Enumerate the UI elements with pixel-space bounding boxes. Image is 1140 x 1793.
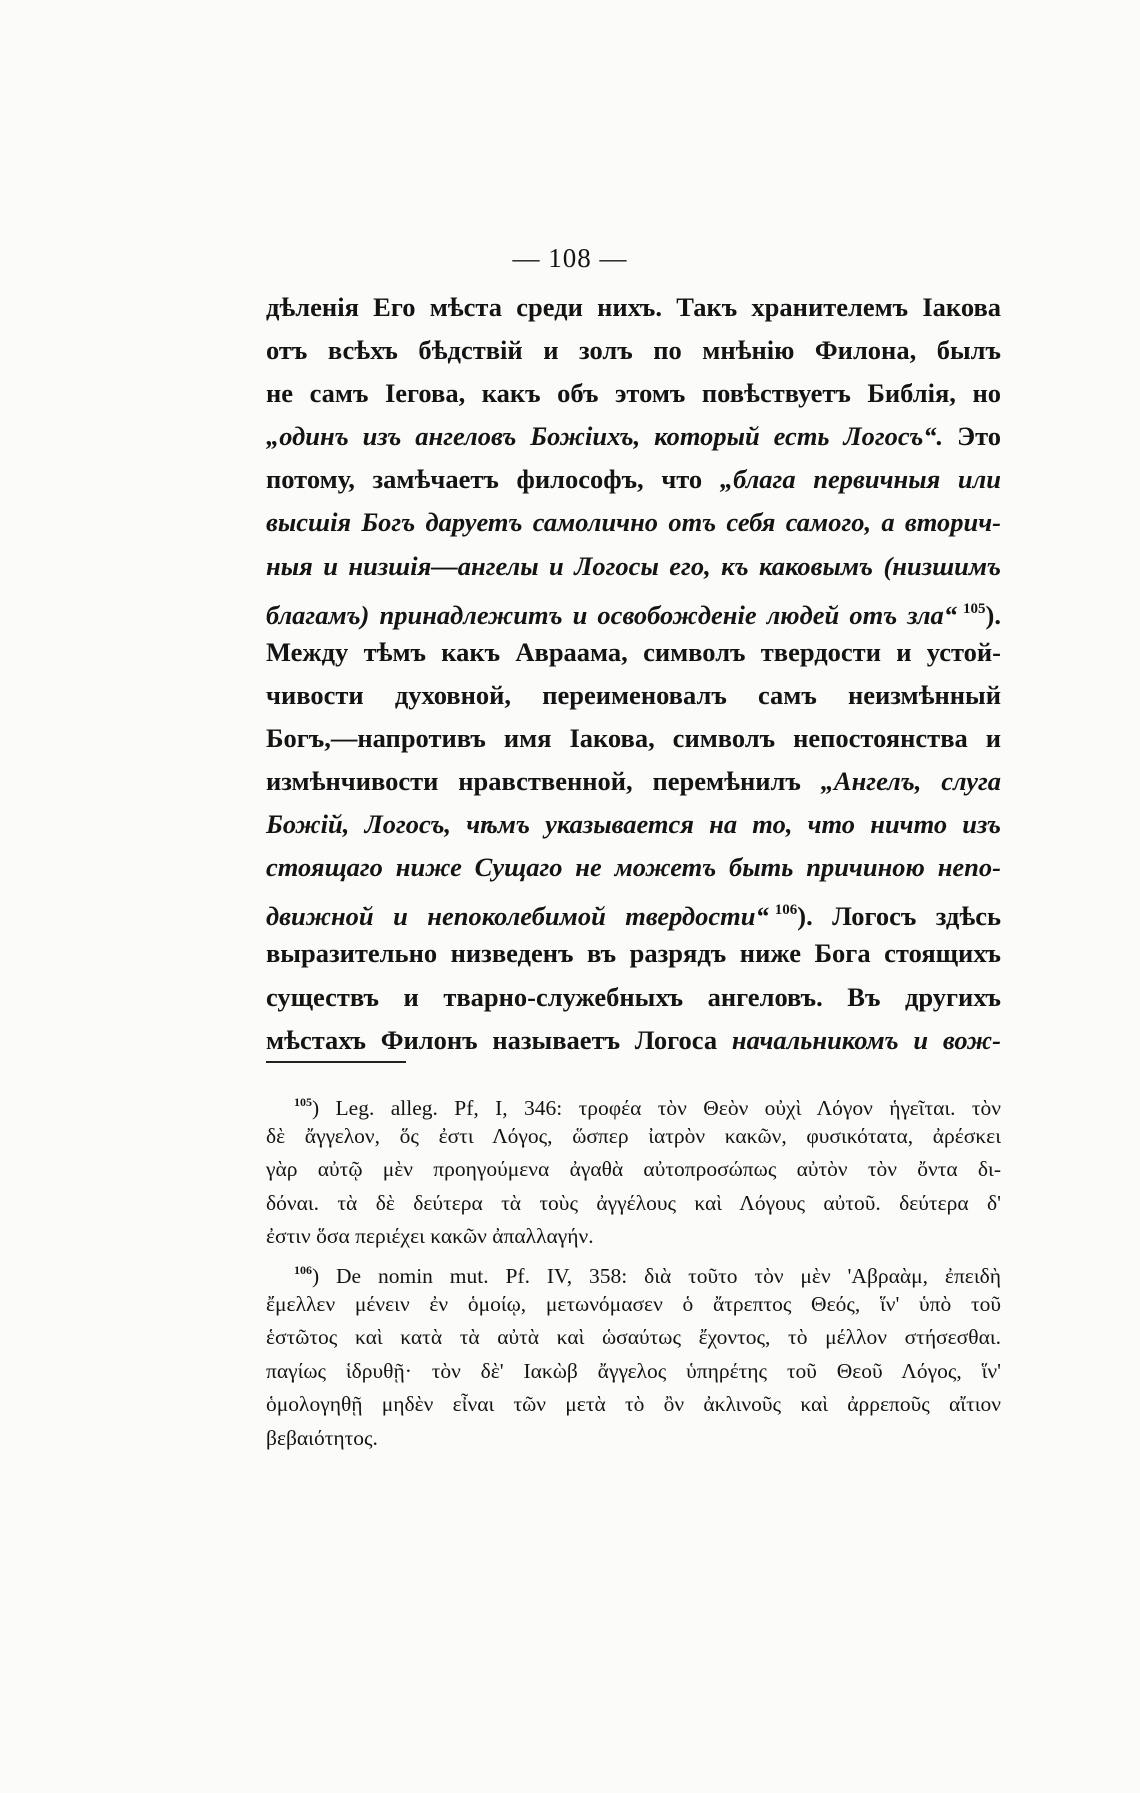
- text-line: существъ и тварно-служебныхъ ангеловъ. Въ другихъ: [266, 981, 1001, 1012]
- footnote-line: ἑστῶτος καὶ κατὰ τὰ αὐτὰ καὶ ὡσαύτως ἔχοντος, τὸ μέλλον στήσεσθαι.: [266, 1325, 1001, 1350]
- footnote-line: δὲ ἄγγελον, ὅς ἐστι Λόγος, ὥσπερ ἰατρὸν κακῶν, φυσικότατα, ἀρέσκει: [266, 1123, 1001, 1148]
- main-text: [266, 286, 1001, 1062]
- footnote-line: ἐστιν ὅσα περιέχει κακῶν ἀπαλλαγήν.: [266, 1224, 594, 1249]
- footnote-105: $^{105}$) Leg. alleg. Pf, I, 346: τροφέα τὸν Θεὸν οὐχὶ Λόγον ἡγεῖται. τὸν: [294, 1095, 1001, 1120]
- text-line: благамъ) принадлежитъ и освобожденіе людей отъ зла“ $^{105}$).: [266, 599, 1001, 630]
- text-line: высшія Богъ даруетъ самолично отъ себя самого, а вторич-: [266, 507, 1001, 538]
- footnote-line: βεβαιότητος.: [266, 1425, 378, 1450]
- footnote-line: ὁμολογηθῇ μηδὲν εἶναι τῶν μετὰ τὸ ὂν ἀκλινοῦς καὶ ἀρρεποῦς αἴτιον: [266, 1392, 1001, 1417]
- text-line: движной и непоколебимой твердости“ $^{106}$). Логосъ здѣсь: [266, 901, 1002, 932]
- text-line: не самъ Іегова, какъ объ этомъ повѣствуетъ Библія, но: [266, 378, 1001, 409]
- text-line: измѣнчивости нравственной, перемѣнилъ „Ангелъ, слуга: [266, 766, 1001, 797]
- footnotes: [266, 1086, 1001, 1456]
- footnote-line: δόναι. τὰ δὲ δεύτερα τὰ τοὺς ἀγγέλους καὶ Λόγους αὐτοῦ. δεύτερα δ': [266, 1190, 1001, 1215]
- footnote-ref-106[interactable]: 106: [774, 902, 798, 919]
- text-line: Между тѣмъ какъ Авраама, символъ твердости и устой-: [266, 636, 1001, 667]
- text-line: отъ всѣхъ бѣдствій и золъ по мнѣнію Филона, былъ: [266, 335, 1001, 366]
- footnote-line: γὰρ αὐτῷ μὲν προηγούμενα ἀγαθὰ αὐτοπροσώπως αὐτὸν τὸν ὄντα δι-: [266, 1157, 1001, 1182]
- footnote-106: $^{106}$) De nomin mut. Pf. IV, 358: διὰ τοῦτο τὸν μὲν 'Αβραὰμ, ἐπειδὴ: [294, 1262, 1001, 1288]
- footnote-line: ἔμελλεν μένειν ἐν ὁμοίῳ, μετωνόμασεν ὁ ἄτρεπτος Θεός, ἵν' ὑπὸ τοῦ: [266, 1291, 1001, 1316]
- text-line: стоящаго ниже Сущаго не можетъ быть причиною непо-: [266, 852, 1001, 883]
- text-line: мѣстахъ Филонъ называетъ Логоса начальникомъ и вож-: [266, 1024, 1001, 1055]
- text-line: Божій, Логосъ, чѣмъ указывается на то, что ничто изъ: [266, 809, 1001, 840]
- footnote-divider: [266, 1061, 406, 1063]
- footnote-ref-105[interactable]: 105: [963, 600, 986, 617]
- text-line: чивости духовной, переименовалъ самъ неизмѣнный: [266, 679, 1001, 710]
- text-line: дѣленія Его мѣста среди нихъ. Такъ хранителемъ Іакова: [266, 292, 1001, 322]
- text-line: „одинъ изъ ангеловъ Божіихъ, который есть Логосъ“. Это: [266, 421, 1001, 452]
- footnote-line: παγίως ἱδρυθῇ· τὸν δὲ' Ιακὼβ ἄγγελος ὑπηρέτης τοῦ Θεοῦ Λόγος, ἵν': [266, 1358, 1001, 1383]
- text-line: Богъ,—напротивъ имя Іакова, символъ непостоянства и: [266, 722, 1001, 753]
- page-number: — 108 —: [512, 243, 628, 273]
- text-line: ныя и низшія—ангелы и Логосы его, къ каковымъ (низшимъ: [266, 550, 1001, 581]
- text-line: выразительно низведенъ въ разрядъ ниже Бога стоящихъ: [266, 938, 1001, 969]
- text-line: потому, замѣчаетъ философъ, что „блага первичныя или: [266, 464, 1001, 495]
